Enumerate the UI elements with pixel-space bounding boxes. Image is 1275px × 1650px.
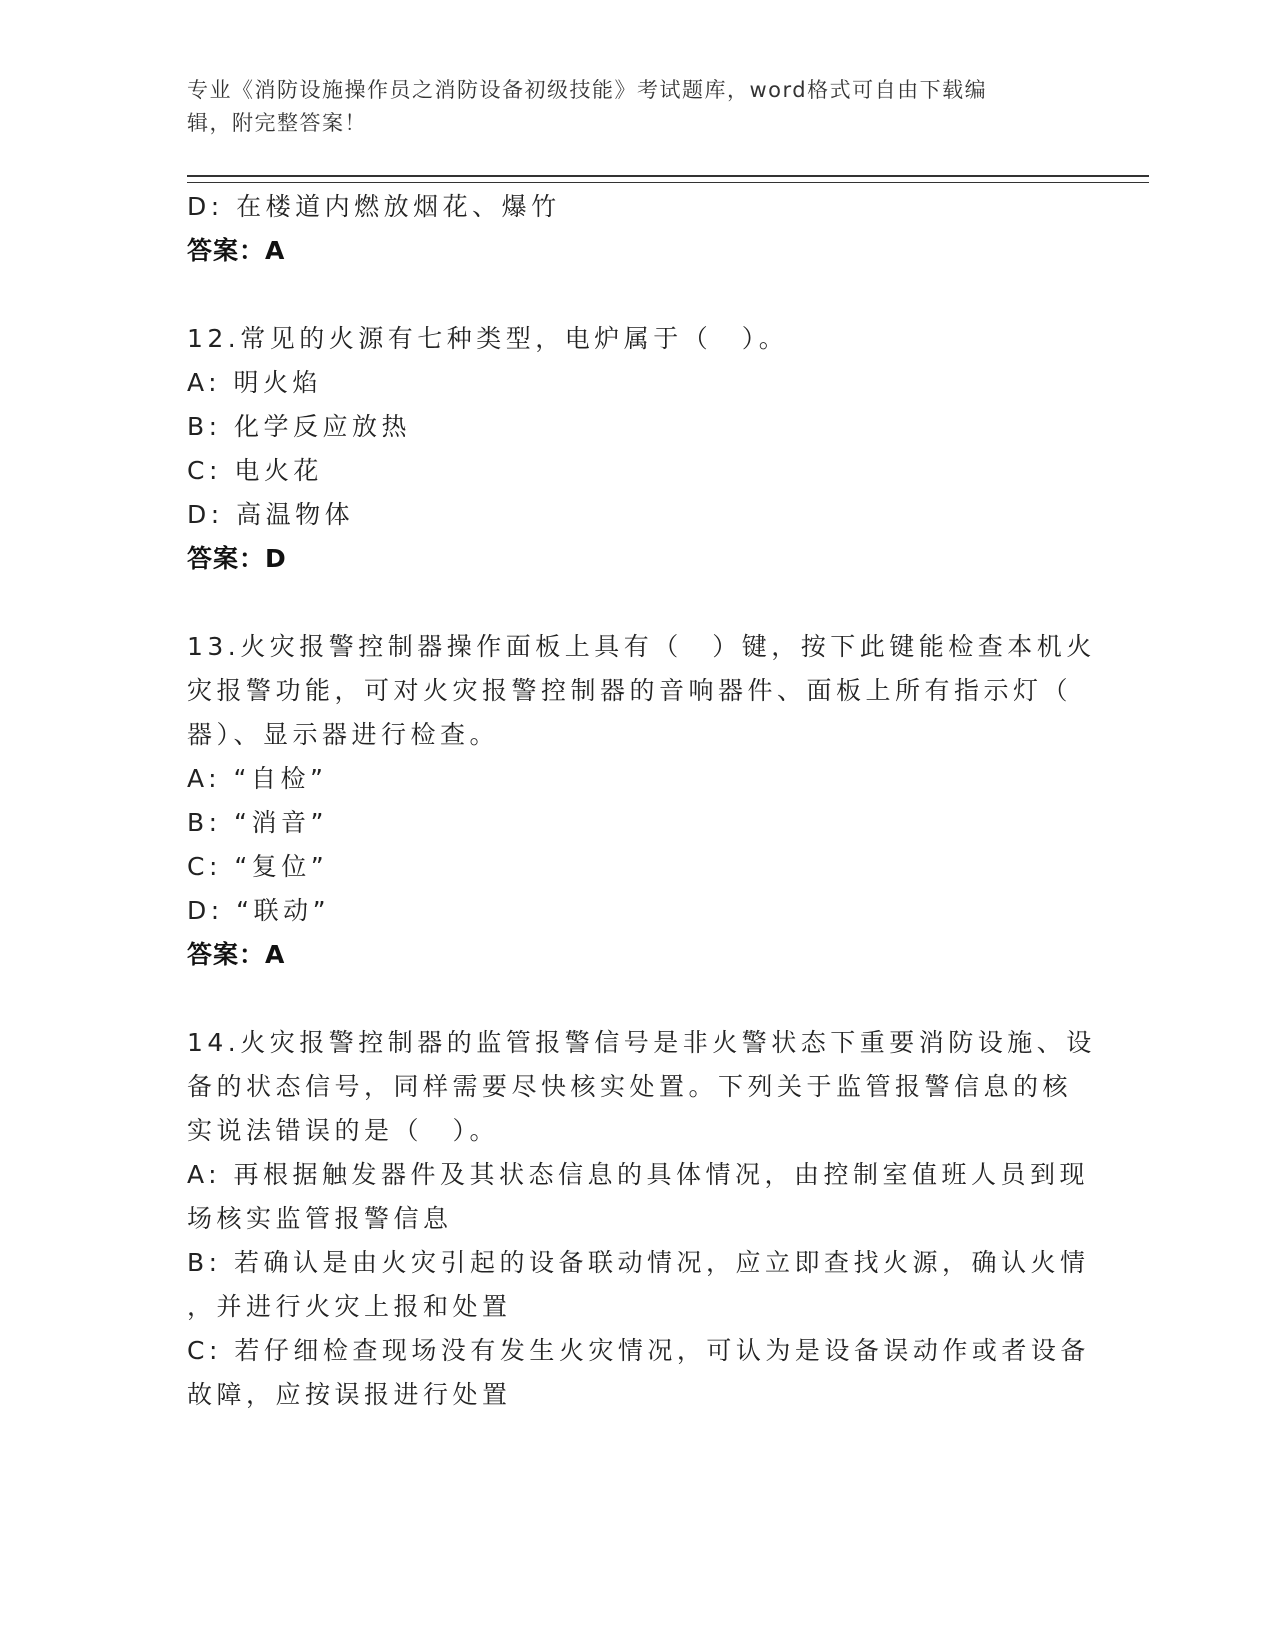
header-divider-thick [187,175,1149,177]
q14-option-c-line-2: 故障，应按误报进行处置 [187,1380,512,1409]
q14-option-b-line-1: B: 若确认是由火灾引起的设备联动情况，应立即查找火源，确认火情 [187,1248,1090,1277]
q11-answer: 答案：A [187,236,286,265]
q12-option-b: B: 化学反应放热 [187,412,412,441]
q13-answer: 答案：A [187,940,286,969]
q12-stem: 12.常见的火源有七种类型，电炉属于（ ）。 [187,324,789,353]
q14-option-a-line-2: 场核实监管报警信息 [187,1204,453,1233]
q14-option-b-line-2: ，并进行火灾上报和处置 [187,1292,512,1321]
header-divider-thin [187,182,1149,183]
q14-option-a-line-1: A: 再根据触发器件及其状态信息的具体情况，由控制室值班人员到现 [187,1160,1090,1189]
document-header [187,74,1067,140]
q14-option-c-line-1: C: 若仔细检查现场没有发生火灾情况，可认为是设备误动作或者设备 [187,1336,1090,1365]
q12-answer: 答案：D [187,544,287,573]
q13-option-d: D: “联动” [187,896,331,925]
q12-option-d: D: 高温物体 [187,500,355,529]
q13-option-c: C: “复位” [187,852,329,881]
header-line-1: 专业《消防设施操作员之消防设备初级技能》考试题库，word格式可自由下载编 [187,78,988,102]
header-line-2: 辑，附完整答案！ [187,111,367,135]
q12-option-c: C: 电火花 [187,456,323,485]
q13-stem-line-2: 灾报警功能，可对火灾报警控制器的音响器件、面板上所有指示灯（ [187,676,1073,705]
q12-option-a: A: 明火焰 [187,368,323,397]
q13-option-a: A: “自检” [187,764,328,793]
q14-stem-line-2: 备的状态信号，同样需要尽快核实处置。下列关于监管报警信息的核 [187,1072,1073,1101]
q13-stem-line-3: 器）、显示器进行检查。 [187,720,500,749]
q13-stem-line-1: 13.火灾报警控制器操作面板上具有（ ）键，按下此键能检查本机火 [187,632,1096,661]
q14-stem-line-1: 14.火灾报警控制器的监管报警信号是非火警状态下重要消防设施、设 [187,1028,1096,1057]
q13-option-b: B: “消音” [187,808,328,837]
q11-option-d: D: 在楼道内燃放烟花、爆竹 [187,192,561,221]
q14-stem-line-3: 实说法错误的是（ ）。 [187,1116,500,1145]
